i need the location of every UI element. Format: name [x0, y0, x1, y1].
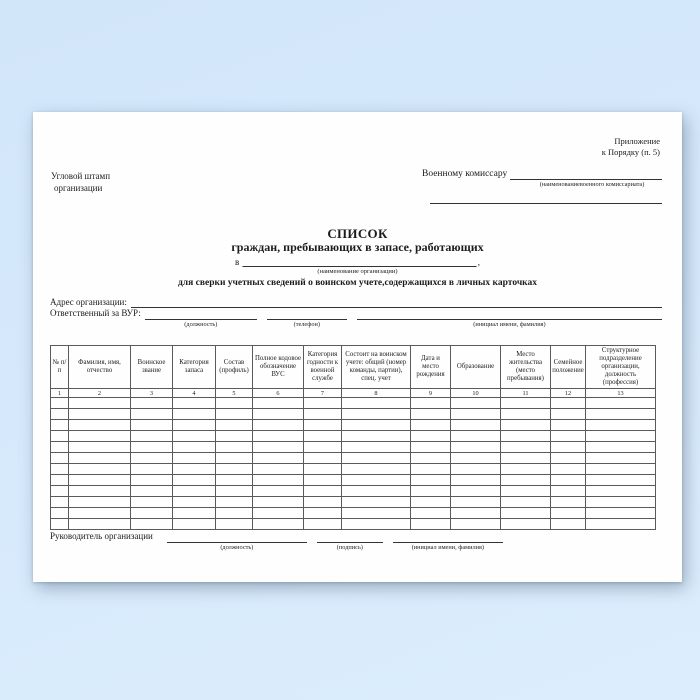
empty-cell [173, 420, 216, 431]
table-row [51, 409, 656, 420]
col-header-marital-status: Семейное положение [551, 346, 586, 389]
table-row [51, 453, 656, 464]
appendix-note [602, 136, 660, 157]
col-number: 4 [173, 389, 216, 398]
document-title: СПИСОК [327, 226, 388, 241]
empty-cell [69, 464, 131, 475]
footer-caption-name: (инициал имени, фамилия) [411, 544, 484, 551]
empty-cell [69, 442, 131, 453]
empty-cell [586, 409, 656, 420]
table-row [51, 497, 656, 508]
commissar-caption: (наименованиевоенного комиссариата) [539, 181, 645, 188]
empty-cell [451, 497, 501, 508]
empty-cell [342, 475, 411, 486]
empty-cell [69, 453, 131, 464]
empty-cell [586, 453, 656, 464]
corner-stamp-label [51, 171, 110, 194]
footer-caption-position: (должность) [220, 544, 254, 551]
empty-cell [51, 464, 69, 475]
empty-cell [216, 497, 253, 508]
empty-cell [51, 486, 69, 497]
col-number: 5 [216, 389, 253, 398]
roster-table [50, 345, 656, 530]
empty-cell [586, 398, 656, 409]
empty-cell [551, 398, 586, 409]
col-number: 11 [501, 389, 551, 398]
empty-cell [501, 486, 551, 497]
empty-cell [69, 420, 131, 431]
empty-cell [253, 519, 304, 530]
empty-cell [501, 442, 551, 453]
empty-cell [51, 398, 69, 409]
responsible-name-blank [357, 308, 662, 328]
col-header-department: Структурное подразделение организации, должность (профессия) [586, 346, 656, 389]
empty-cell [304, 508, 342, 519]
col-number: 9 [411, 389, 451, 398]
empty-cell [131, 431, 173, 442]
empty-cell [216, 475, 253, 486]
empty-cell [342, 409, 411, 420]
empty-cell [342, 431, 411, 442]
empty-cell [342, 486, 411, 497]
empty-cell [216, 420, 253, 431]
empty-cell [411, 420, 451, 431]
empty-cell [51, 409, 69, 420]
empty-cell [586, 420, 656, 431]
empty-cell [173, 497, 216, 508]
empty-cell [551, 420, 586, 431]
empty-cell [304, 486, 342, 497]
column-number-row [51, 389, 656, 398]
empty-cell [51, 497, 69, 508]
empty-cell [551, 519, 586, 530]
stamp-line1: Угловой штамп [51, 171, 111, 181]
empty-cell [586, 464, 656, 475]
empty-cell [131, 475, 173, 486]
empty-cell [304, 431, 342, 442]
empty-cell [253, 475, 304, 486]
stamp-line2: организации [54, 182, 103, 193]
empty-cell [216, 508, 253, 519]
empty-cell [451, 475, 501, 486]
empty-cell [411, 431, 451, 442]
col-number: 6 [253, 389, 304, 398]
empty-cell [131, 442, 173, 453]
col-header-full-name: Фамилия, имя, отчество [69, 346, 131, 389]
responsible-row [50, 308, 662, 328]
empty-cell [501, 431, 551, 442]
footer-position-blank [167, 531, 307, 551]
empty-cell [551, 409, 586, 420]
commissar-label: Военному комиссару [422, 169, 508, 179]
empty-cell [342, 464, 411, 475]
org-prefix: в [235, 257, 240, 267]
col-header-number: № п/п [51, 346, 69, 389]
empty-cell [551, 475, 586, 486]
empty-cell [501, 519, 551, 530]
empty-cell [253, 497, 304, 508]
empty-cell [501, 508, 551, 519]
table-row [51, 508, 656, 519]
empty-cell [69, 519, 131, 530]
empty-cell [451, 464, 501, 475]
empty-cell [69, 497, 131, 508]
empty-cell [131, 486, 173, 497]
empty-cell [51, 420, 69, 431]
empty-cell [586, 508, 656, 519]
appendix-line2: к Порядку (п. 5) [601, 146, 660, 157]
col-header-vus-code: Полное кодовое обозначение ВУС [253, 346, 304, 389]
table-header-row [51, 346, 656, 389]
empty-cell [501, 409, 551, 420]
col-header-residence: Место жительства (место пребывания) [501, 346, 551, 389]
empty-cell [253, 508, 304, 519]
empty-cell [131, 409, 173, 420]
empty-cell [411, 464, 451, 475]
col-header-reserve-category: Категория запаса [173, 346, 216, 389]
empty-cell [69, 486, 131, 497]
empty-cell [451, 519, 501, 530]
empty-cell [551, 486, 586, 497]
table-row [51, 398, 656, 409]
empty-cell [69, 475, 131, 486]
empty-cell [253, 409, 304, 420]
empty-cell [451, 508, 501, 519]
empty-cell [173, 453, 216, 464]
empty-cell [51, 508, 69, 519]
empty-cell [173, 486, 216, 497]
col-number: 12 [551, 389, 586, 398]
document-page [33, 112, 682, 582]
empty-cell [451, 453, 501, 464]
empty-cell [216, 398, 253, 409]
footer-signature-row [50, 531, 513, 551]
empty-cell [551, 497, 586, 508]
empty-cell [586, 497, 656, 508]
address-blank [131, 296, 662, 308]
organization-name-line [235, 256, 480, 267]
empty-cell [586, 475, 656, 486]
empty-cell [69, 398, 131, 409]
table-row [51, 442, 656, 453]
empty-cell [216, 442, 253, 453]
table-row [51, 519, 656, 530]
empty-cell [253, 453, 304, 464]
col-header-fitness-category: Категория годности к военной службе [304, 346, 342, 389]
empty-cell [501, 475, 551, 486]
col-number: 8 [342, 389, 411, 398]
empty-cell [586, 431, 656, 442]
empty-cell [173, 464, 216, 475]
responsible-caption-position: (должность) [184, 321, 218, 328]
commissar-block [422, 169, 662, 204]
empty-cell [411, 409, 451, 420]
empty-cell [131, 519, 173, 530]
empty-cell [216, 486, 253, 497]
empty-cell [253, 420, 304, 431]
empty-cell [304, 398, 342, 409]
empty-cell [253, 431, 304, 442]
empty-cell [216, 453, 253, 464]
empty-cell [501, 497, 551, 508]
empty-cell [131, 453, 173, 464]
appendix-line1: Приложение [614, 136, 660, 146]
table-row [51, 464, 656, 475]
empty-cell [451, 420, 501, 431]
col-header-military-rank: Воинское звание [131, 346, 173, 389]
table-row [51, 486, 656, 497]
empty-cell [551, 453, 586, 464]
col-header-composition: Состав (профиль) [216, 346, 253, 389]
empty-cell [342, 453, 411, 464]
empty-cell [342, 398, 411, 409]
empty-cell [501, 453, 551, 464]
empty-cell [216, 431, 253, 442]
empty-cell [51, 475, 69, 486]
empty-cell [216, 409, 253, 420]
empty-cell [451, 486, 501, 497]
empty-cell [411, 453, 451, 464]
responsible-caption-phone: (телефон) [293, 321, 320, 328]
col-number: 13 [586, 389, 656, 398]
empty-cell [131, 420, 173, 431]
empty-cell [411, 519, 451, 530]
empty-cell [173, 431, 216, 442]
empty-cell [253, 398, 304, 409]
empty-cell [501, 398, 551, 409]
empty-cell [304, 453, 342, 464]
empty-cell [551, 442, 586, 453]
document-subtitle: граждан, пребывающих в запасе, работающих [231, 240, 484, 254]
empty-cell [304, 497, 342, 508]
empty-cell [51, 442, 69, 453]
empty-cell [253, 464, 304, 475]
empty-cell [304, 420, 342, 431]
footer-signature-blank [317, 531, 383, 551]
empty-cell [586, 486, 656, 497]
col-number: 3 [131, 389, 173, 398]
empty-cell [342, 508, 411, 519]
empty-cell [51, 453, 69, 464]
empty-cell [216, 519, 253, 530]
org-name-blank [242, 256, 477, 267]
empty-cell [551, 508, 586, 519]
empty-cell [173, 409, 216, 420]
col-number: 7 [304, 389, 342, 398]
empty-cell [173, 519, 216, 530]
responsible-phone-blank [267, 308, 347, 328]
document-purpose: для сверки учетных сведений о воинском учете,содержащихся в личных карточках [177, 278, 538, 288]
responsible-caption-name: (инициал имени, фамилия) [473, 321, 546, 328]
footer-name-blank [393, 531, 503, 551]
empty-cell [173, 442, 216, 453]
footer-caption-signature: (подпись) [336, 544, 363, 551]
empty-cell [342, 442, 411, 453]
empty-cell [411, 486, 451, 497]
col-header-military-registration: Состоит на воинском учете: общий (номер команды, партии), спец. учет [342, 346, 411, 389]
empty-cell [216, 464, 253, 475]
empty-cell [131, 464, 173, 475]
table-body [51, 398, 656, 530]
empty-cell [501, 420, 551, 431]
empty-cell [451, 398, 501, 409]
empty-cell [173, 508, 216, 519]
table-row [51, 431, 656, 442]
empty-cell [586, 442, 656, 453]
org-suffix: , [477, 257, 480, 267]
empty-cell [411, 442, 451, 453]
empty-cell [411, 398, 451, 409]
empty-cell [173, 398, 216, 409]
empty-cell [131, 497, 173, 508]
address-label: Адрес организации: [50, 297, 127, 307]
empty-cell [69, 431, 131, 442]
empty-cell [411, 497, 451, 508]
empty-cell [69, 508, 131, 519]
empty-cell [253, 442, 304, 453]
col-header-education: Образование [451, 346, 501, 389]
empty-cell [131, 508, 173, 519]
commissar-name-blank [510, 169, 662, 180]
empty-cell [551, 431, 586, 442]
empty-cell [51, 519, 69, 530]
empty-cell [411, 508, 451, 519]
empty-cell [69, 409, 131, 420]
col-number: 1 [51, 389, 69, 398]
empty-cell [342, 519, 411, 530]
empty-cell [304, 464, 342, 475]
empty-cell [551, 464, 586, 475]
empty-cell [304, 409, 342, 420]
empty-cell [501, 464, 551, 475]
empty-cell [342, 497, 411, 508]
table-row [51, 420, 656, 431]
address-row [50, 296, 662, 308]
empty-cell [451, 442, 501, 453]
org-name-caption: (наименование организации) [317, 268, 398, 275]
empty-cell [451, 409, 501, 420]
col-header-birth: Дата и место рождения [411, 346, 451, 389]
commissar-blank-line2 [430, 191, 662, 204]
responsible-label: Ответственный за ВУР: [50, 308, 141, 318]
col-number: 2 [69, 389, 131, 398]
empty-cell [131, 398, 173, 409]
empty-cell [304, 442, 342, 453]
empty-cell [304, 519, 342, 530]
empty-cell [586, 519, 656, 530]
table-row [51, 475, 656, 486]
empty-cell [51, 431, 69, 442]
empty-cell [411, 475, 451, 486]
empty-cell [304, 475, 342, 486]
empty-cell [173, 475, 216, 486]
empty-cell [253, 486, 304, 497]
footer-label: Руководитель организации [50, 531, 153, 541]
col-number: 10 [451, 389, 501, 398]
empty-cell [451, 431, 501, 442]
empty-cell [342, 420, 411, 431]
responsible-position-blank [145, 308, 257, 328]
